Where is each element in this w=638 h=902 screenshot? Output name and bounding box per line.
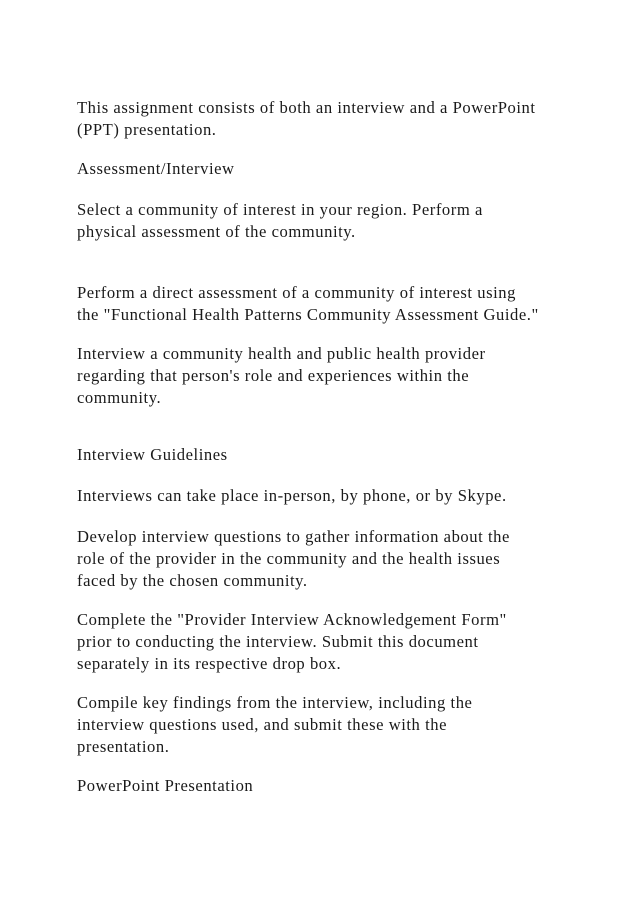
- text-line: community.: [77, 388, 162, 407]
- text-line: Interview a community health and public health provider: [77, 344, 486, 363]
- section-heading-assessment-interview: Assessment/Interview: [77, 159, 235, 178]
- text-line: regarding that person's role and experiences within the: [77, 366, 470, 385]
- text-line: This assignment consists of both an interview and a PowerPoint: [77, 98, 536, 117]
- text-line: Perform a direct assessment of a community of interest using: [77, 283, 516, 302]
- section-heading-powerpoint-presentation: PowerPoint Presentation: [77, 776, 254, 795]
- text-line: prior to conducting the interview. Submit this document: [77, 632, 479, 651]
- text-line: role of the provider in the community and the health issues: [77, 549, 501, 568]
- section-heading-interview-guidelines: Interview Guidelines: [77, 445, 228, 464]
- text-line: separately in its respective drop box.: [77, 654, 342, 673]
- text-line: Compile key findings from the interview, including the: [77, 693, 473, 712]
- text-line: physical assessment of the community.: [77, 222, 356, 241]
- text-line: (PPT) presentation.: [77, 120, 217, 139]
- text-line: Complete the "Provider Interview Acknowledgement Form": [77, 610, 507, 629]
- text-line: Interviews can take place in-person, by phone, or by Skype.: [77, 486, 507, 505]
- text-line: presentation.: [77, 737, 170, 756]
- text-line: interview questions used, and submit these with the: [77, 715, 448, 734]
- text-line: Select a community of interest in your region. Perform a: [77, 200, 483, 219]
- text-line: faced by the chosen community.: [77, 571, 308, 590]
- text-line: Develop interview questions to gather information about the: [77, 527, 510, 546]
- text-line: the "Functional Health Patterns Community Assessment Guide.": [77, 305, 539, 324]
